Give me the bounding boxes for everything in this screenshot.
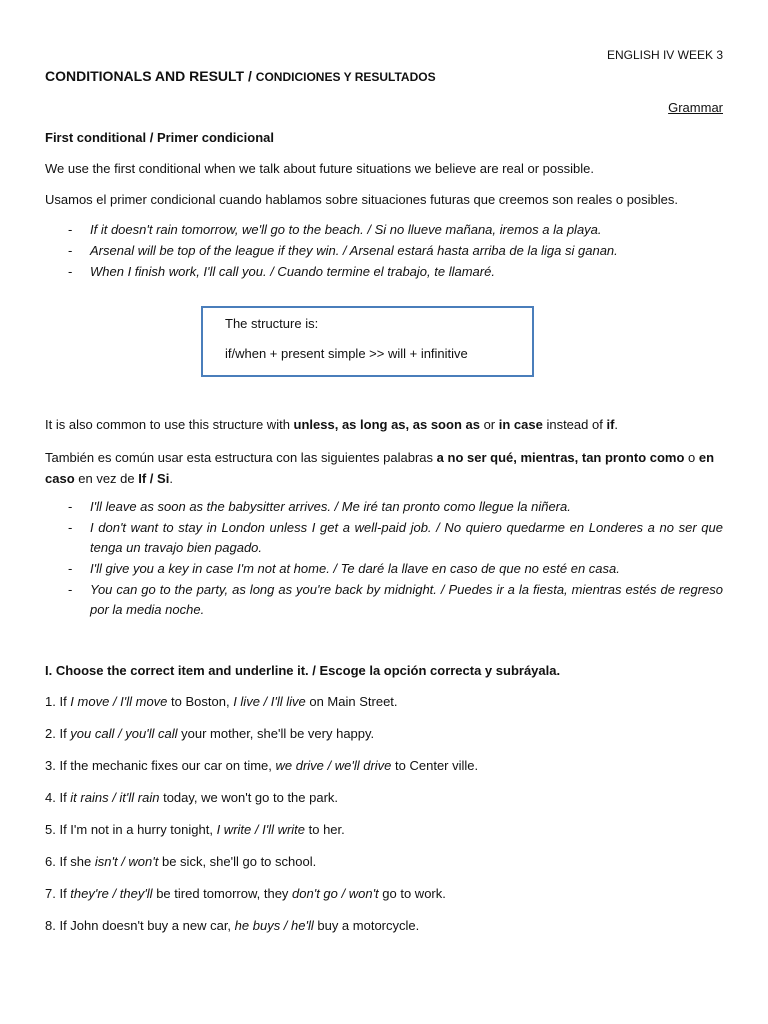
text-run: or [479,417,499,432]
choice-option[interactable]: isn't / won't [94,854,159,869]
text-run: instead of [542,417,607,432]
list-item: - I don't want to stay in London unless I get a well-paid job. / No quiero quedarme en Londeres a no ser que tenga un travajo bien pagado. [45,518,723,558]
list-item: - I'll give you a key in case I'm not at home. / Te daré la llave en caso de que no esté en casa. [45,559,723,579]
text-run: today, we won't go to the park. [159,790,339,805]
connectors-english [45,416,723,434]
exercise-item [45,885,446,903]
choice-option[interactable]: don't go / won't [292,886,379,901]
list-item: - When I finish work, I'll call you. / Cuando termine el trabajo, te llamaré. [45,262,723,282]
text-run: 1. If [45,694,71,709]
exercise-item [45,853,316,871]
title-main: CONDITIONALS AND RESULT / [45,68,252,84]
structure-label: The structure is: [225,316,319,331]
intro-english: We use the first conditional when we talk about future situations we believe are real or possible. [45,161,594,176]
text-run: be tired tomorrow, they [152,886,293,901]
text-run: to her. [305,822,345,837]
list-item: - If it doesn't rain tomorrow, we'll go to the beach. / Si no llueve mañana, iremos a la playa. [45,220,723,240]
exercise-item [45,757,478,775]
list-item: - I'll leave as soon as the babysitter arrives. / Me iré tan pronto como llegue la niñera. [45,497,723,517]
text-run: be sick, she'll go to school. [158,854,317,869]
exercise-item [45,693,398,711]
list-item: - You can go to the party, as long as you're back by midnight. / Puedes ir a la fiesta, mientras estés de regreso por la media noche. [45,580,723,620]
intro-spanish: Usamos el primer condicional cuando hablamos sobre situaciones futuras que creemos son reales o posibles. [45,192,679,207]
text-run: 4. If [45,790,71,805]
text-run: buy a motorcycle. [313,918,420,933]
page-title [45,67,436,87]
exercise-item [45,789,338,807]
text-run: your mother, she'll be very happy. [177,726,375,741]
connector-words: unless, as long as, as soon as [293,417,480,432]
choice-option[interactable]: he buys / he'll [234,918,314,933]
connector-words: a no ser qué, mientras, tan pronto como [436,450,685,465]
text-run: It is also common to use this structure with [45,417,294,432]
title-sub: CONDICIONES Y RESULTADOS [255,70,436,84]
connectors-spanish [45,447,723,489]
exercise-heading: I. Choose the correct item and underline it. / Escoge la opción correcta y subráyala. [45,663,561,678]
choice-option[interactable]: I write / I'll write [216,822,306,837]
section-label: Grammar [668,100,723,115]
week-label: ENGLISH IV WEEK 3 [606,48,723,62]
exercise-item [45,917,419,935]
text-run: to Center ville. [391,758,479,773]
choice-option[interactable]: it rains / it'll rain [70,790,160,805]
text-run: 6. If she [45,854,95,869]
text-run: 8. If John doesn't buy a new car, [45,918,235,933]
text-run: o [684,450,699,465]
text-run: . [169,471,173,486]
choice-option[interactable]: you call / you'll call [70,726,178,741]
exercise-item [45,821,345,839]
text-run: 5. If I'm not in a hurry tonight, [45,822,217,837]
text-run: También es común usar esta estructura con las siguientes palabras [45,450,437,465]
text-run: go to work. [378,886,446,901]
first-conditional-heading: First conditional / Primer condicional [45,130,274,145]
choice-option[interactable]: we drive / we'll drive [275,758,392,773]
choice-option[interactable]: I move / I'll move [70,694,172,709]
list-item: - Arsenal will be top of the league if they win. / Arsenal estará hasta arriba de la liga si ganan. [45,241,723,261]
connector-word: If / Si [138,471,170,486]
text-run: 2. If [45,726,71,741]
exercise-item [45,725,374,743]
text-run: on Main Street. [305,694,398,709]
text-run: 7. If [45,886,71,901]
choice-option[interactable]: I live / I'll live [233,694,306,709]
structure-formula: if/when + present simple >> will + infinitive [225,346,468,361]
text-run: 3. If the mechanic fixes our car on time, [45,758,276,773]
connector-word: if [606,417,615,432]
text-run: to Boston, [171,694,234,709]
first-conditional-examples [45,220,723,283]
text-run: . [614,417,619,432]
choice-option[interactable]: they're / they'll [70,886,153,901]
connector-word: in case [498,417,543,432]
connector-examples [45,497,723,621]
text-run: en vez de [74,471,139,486]
structure-box [201,306,534,377]
connector-word: en caso [45,450,715,486]
